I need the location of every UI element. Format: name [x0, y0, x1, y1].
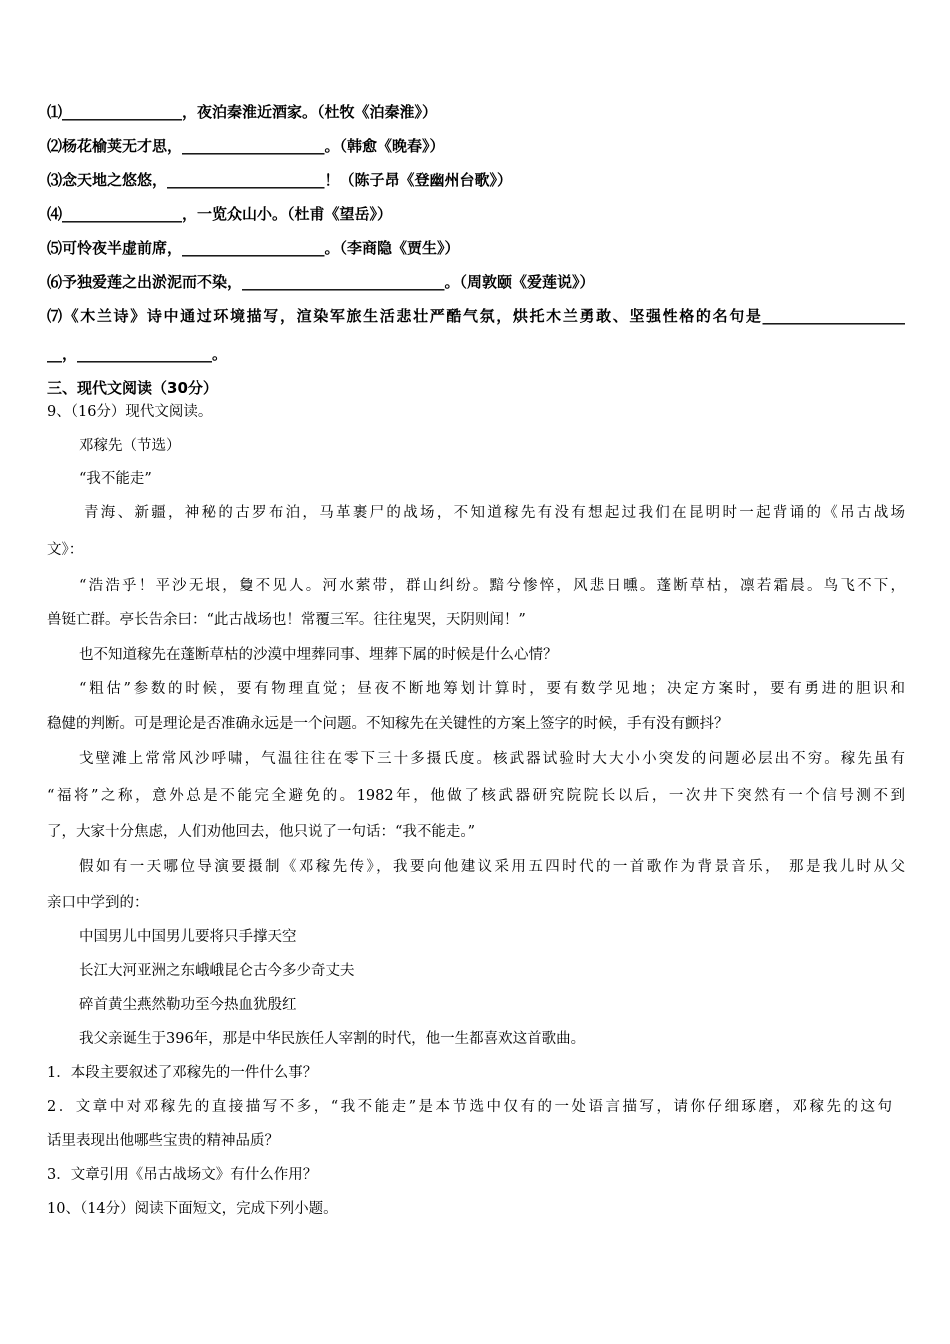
paragraph-4-line-1: “粗估”参数的时候，要有物理直觉；昼夜不断地筹划计算时，要有数学见地；决定方案时，要有勇进的胆识和 [79, 681, 905, 697]
question-1: 1．本段主要叙述了邓稼先的一件什么事？ [47, 1065, 318, 1081]
paragraph-2-line-2: 兽铤亡群。亭长告余曰：“此古战场也！常覆三军。往往鬼哭，天阴则闻！” [47, 612, 526, 628]
question-2-line-2: 话里表现出他哪些宝贵的精神品质？ [47, 1133, 279, 1149]
song-line-3: 碎首黄尘燕然勒功至今热血犹殷红 [79, 997, 297, 1013]
q9-header: 9、（16分）现代文阅读。 [47, 404, 213, 420]
paragraph-2-line-1: “浩浩乎！平沙无垠，敻不见人。河水萦带，群山纠纷。黯兮惨悴，风悲日曛。蓬断草枯，凛若霜晨。鸟飞不下， [79, 578, 905, 594]
paragraph-4-line-2: 稳健的判断。可是理论是否准确永远是一个问题。不知稼先在关键性的方案上签字的时候，手有没有颤抖？ [47, 716, 729, 732]
blank-item-1: ⑴________________，夜泊秦淮近酒家。（杜牧《泊秦淮》） [47, 103, 438, 121]
article-title: 邓稼先（节选） [79, 438, 181, 454]
question-2-line-1: 2．文章中对邓稼先的直接描写不多，“我不能走”是本节选中仅有的一处语言描写，请你仔细琢磨，邓稼先的这句 [47, 1099, 892, 1115]
blank-item-3: ⑶念天地之悠悠，_____________________！（陈子昂《登幽州台歌》） [47, 171, 513, 189]
paragraph-6-line-2: 亲口中学到的： [47, 895, 149, 911]
paragraph-6-line-1: 假如有一天哪位导演要摄制《邓稼先传》，我要向他建议采用五四时代的一首歌作为背景音乐， 那是我儿时从父 [79, 859, 905, 875]
blank-item-4: ⑷________________，一览众山小。（杜甫《望岳》） [47, 205, 393, 223]
blank-item-6: ⑹予独爱莲之出淤泥而不染，___________________________。（周敦颐《爱莲说》） [47, 273, 595, 291]
blank-item-2: ⑵杨花榆荚无才思，___________________。（韩愈《晚春》） [47, 137, 445, 155]
blank-item-7-continued: __，__________________。 [47, 345, 228, 363]
song-line-2: 长江大河亚洲之东峨峨昆仑古今多少奇丈夫 [79, 963, 355, 979]
section-title: 三、现代文阅读（30分） [47, 379, 218, 397]
blank-item-7: ⑺《木兰诗》诗中通过环境描写，渲染军旅生活悲壮严酷气氛，烘托木兰勇敢、坚强性格的名句是___________________ [47, 307, 905, 325]
song-line-1: 中国男儿中国男儿要将只手撑天空 [79, 929, 297, 945]
paragraph-1-line-1: 青海、新疆，神秘的古罗布泊，马革裹尸的战场，不知道稼先有没有想起过我们在昆明时一起背诵的《吊古战场 [84, 505, 905, 521]
paragraph-5-line-2: “福将”之称，意外总是不能完全避免的。1982年，他做了核武器研究院院长以后，一次井下突然有一个信号测不到 [47, 788, 905, 804]
question-3: 3．文章引用《吊古战场文》有什么作用？ [47, 1167, 318, 1183]
paragraph-5-line-1: 戈壁滩上常常风沙呼啸，气温往往在零下三十多摄氏度。核武器试验时大大小小突发的问题必层出不穷。稼先虽有 [79, 751, 905, 767]
paragraph-1-line-2: 文》： [47, 542, 84, 558]
q10-header: 10、（14分）阅读下面短文，完成下列小题。 [47, 1201, 338, 1217]
blank-item-5: ⑸可怜夜半虚前席，___________________。（李商隐《贾生》） [47, 239, 460, 257]
article-subtitle: “我不能走” [79, 471, 152, 487]
paragraph-closing: 我父亲诞生于396年，那是中华民族任人宰割的时代，他一生都喜欢这首歌曲。 [79, 1031, 586, 1047]
paragraph-3: 也不知道稼先在蓬断草枯的沙漠中埋葬同事、埋葬下属的时候是什么心情？ [79, 647, 558, 663]
paragraph-5-line-3: 了，大家十分焦虑，人们劝他回去，他只说了一句话：“我不能走。” [47, 824, 476, 840]
